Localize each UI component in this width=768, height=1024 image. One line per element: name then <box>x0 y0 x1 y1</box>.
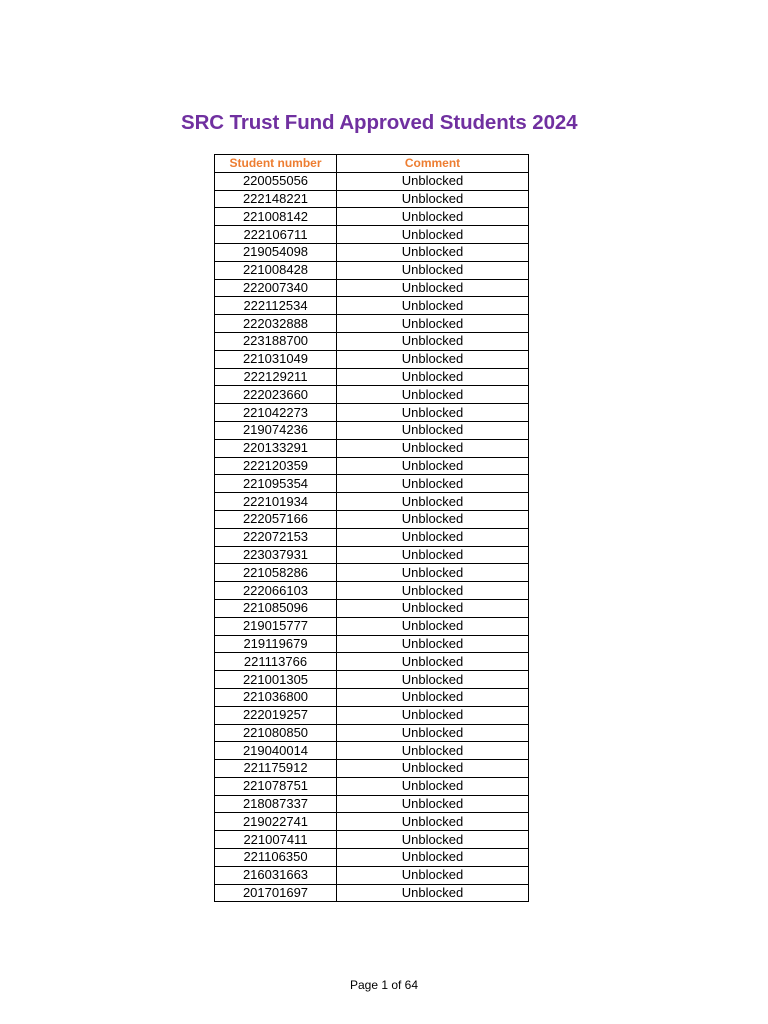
comment-cell: Unblocked <box>337 777 529 795</box>
comment-cell: Unblocked <box>337 332 529 350</box>
table-row <box>215 724 529 742</box>
student-number-cell: 221078751 <box>215 777 337 795</box>
comment-cell: Unblocked <box>337 243 529 261</box>
table-row <box>215 190 529 208</box>
student-number-cell: 221031049 <box>215 350 337 368</box>
comment-cell: Unblocked <box>337 760 529 778</box>
comment-cell: Unblocked <box>337 724 529 742</box>
table-row <box>215 226 529 244</box>
student-number-cell: 218087337 <box>215 795 337 813</box>
student-number-cell: 219040014 <box>215 742 337 760</box>
table-row <box>215 332 529 350</box>
table-row <box>215 635 529 653</box>
comment-cell: Unblocked <box>337 546 529 564</box>
student-number-cell: 219054098 <box>215 243 337 261</box>
student-number-cell: 222019257 <box>215 706 337 724</box>
student-number-cell: 222120359 <box>215 457 337 475</box>
table-row <box>215 368 529 386</box>
student-number-cell: 222106711 <box>215 226 337 244</box>
student-number-cell: 222101934 <box>215 493 337 511</box>
student-number-cell: 223037931 <box>215 546 337 564</box>
comment-cell: Unblocked <box>337 884 529 902</box>
comment-cell: Unblocked <box>337 190 529 208</box>
student-number-cell: 221106350 <box>215 849 337 867</box>
table-row <box>215 688 529 706</box>
student-number-cell: 222148221 <box>215 190 337 208</box>
table-row <box>215 297 529 315</box>
student-number-cell: 221001305 <box>215 671 337 689</box>
comment-cell: Unblocked <box>337 706 529 724</box>
student-number-cell: 221042273 <box>215 404 337 422</box>
student-number-cell: 219022741 <box>215 813 337 831</box>
student-number-cell: 219119679 <box>215 635 337 653</box>
table-row <box>215 457 529 475</box>
table-row <box>215 315 529 333</box>
comment-cell: Unblocked <box>337 297 529 315</box>
table-row <box>215 279 529 297</box>
comment-cell: Unblocked <box>337 564 529 582</box>
table-row <box>215 243 529 261</box>
table-row <box>215 475 529 493</box>
table-row <box>215 350 529 368</box>
comment-cell: Unblocked <box>337 279 529 297</box>
table-row <box>215 884 529 902</box>
student-number-cell: 222112534 <box>215 297 337 315</box>
table-row <box>215 760 529 778</box>
table-row <box>215 261 529 279</box>
student-number-cell: 222023660 <box>215 386 337 404</box>
comment-cell: Unblocked <box>337 457 529 475</box>
student-number-cell: 221085096 <box>215 599 337 617</box>
student-number-cell: 221113766 <box>215 653 337 671</box>
table-row <box>215 582 529 600</box>
student-number-cell: 222032888 <box>215 315 337 333</box>
comment-cell: Unblocked <box>337 493 529 511</box>
student-number-cell: 219015777 <box>215 617 337 635</box>
comment-cell: Unblocked <box>337 671 529 689</box>
comment-cell: Unblocked <box>337 421 529 439</box>
table-row <box>215 404 529 422</box>
table-row <box>215 528 529 546</box>
comment-cell: Unblocked <box>337 831 529 849</box>
comment-cell: Unblocked <box>337 688 529 706</box>
student-number-cell: 222072153 <box>215 528 337 546</box>
comment-cell: Unblocked <box>337 475 529 493</box>
student-number-cell: 221036800 <box>215 688 337 706</box>
comment-cell: Unblocked <box>337 208 529 226</box>
student-number-cell: 221058286 <box>215 564 337 582</box>
table-row <box>215 671 529 689</box>
table-row <box>215 172 529 190</box>
comment-cell: Unblocked <box>337 849 529 867</box>
comment-cell: Unblocked <box>337 742 529 760</box>
comment-cell: Unblocked <box>337 226 529 244</box>
table-row <box>215 386 529 404</box>
table-row <box>215 617 529 635</box>
student-number-cell: 221095354 <box>215 475 337 493</box>
comment-cell: Unblocked <box>337 439 529 457</box>
student-number-cell: 201701697 <box>215 884 337 902</box>
table-body <box>215 172 529 902</box>
page-title: SRC Trust Fund Approved Students 2024 <box>181 111 578 134</box>
student-number-cell: 221007411 <box>215 831 337 849</box>
table-row <box>215 421 529 439</box>
table-row <box>215 813 529 831</box>
comment-cell: Unblocked <box>337 261 529 279</box>
comment-cell: Unblocked <box>337 866 529 884</box>
table-row <box>215 564 529 582</box>
comment-cell: Unblocked <box>337 386 529 404</box>
students-table <box>214 154 529 902</box>
table-row <box>215 866 529 884</box>
student-number-cell: 219074236 <box>215 421 337 439</box>
comment-cell: Unblocked <box>337 635 529 653</box>
student-number-cell: 222007340 <box>215 279 337 297</box>
table-row <box>215 849 529 867</box>
table-row <box>215 795 529 813</box>
table-row <box>215 439 529 457</box>
table-row <box>215 599 529 617</box>
student-number-cell: 220133291 <box>215 439 337 457</box>
comment-cell: Unblocked <box>337 510 529 528</box>
comment-cell: Unblocked <box>337 368 529 386</box>
comment-cell: Unblocked <box>337 795 529 813</box>
table-row <box>215 493 529 511</box>
header-student-number: Student number <box>215 155 337 173</box>
table-header-row <box>215 155 529 173</box>
page-footer: Page 1 of 64 <box>349 978 419 992</box>
student-number-cell: 221008428 <box>215 261 337 279</box>
comment-cell: Unblocked <box>337 599 529 617</box>
student-number-cell: 216031663 <box>215 866 337 884</box>
student-number-cell: 221008142 <box>215 208 337 226</box>
comment-cell: Unblocked <box>337 528 529 546</box>
table-row <box>215 742 529 760</box>
comment-cell: Unblocked <box>337 582 529 600</box>
comment-cell: Unblocked <box>337 404 529 422</box>
comment-cell: Unblocked <box>337 350 529 368</box>
table-row <box>215 510 529 528</box>
student-number-cell: 222057166 <box>215 510 337 528</box>
table-row <box>215 706 529 724</box>
comment-cell: Unblocked <box>337 653 529 671</box>
table-row <box>215 208 529 226</box>
header-comment: Comment <box>337 155 529 173</box>
table-row <box>215 653 529 671</box>
table-row <box>215 831 529 849</box>
student-number-cell: 221080850 <box>215 724 337 742</box>
student-number-cell: 222129211 <box>215 368 337 386</box>
comment-cell: Unblocked <box>337 172 529 190</box>
comment-cell: Unblocked <box>337 315 529 333</box>
student-number-cell: 220055056 <box>215 172 337 190</box>
student-number-cell: 221175912 <box>215 760 337 778</box>
comment-cell: Unblocked <box>337 617 529 635</box>
student-number-cell: 223188700 <box>215 332 337 350</box>
student-number-cell: 222066103 <box>215 582 337 600</box>
table-row <box>215 777 529 795</box>
comment-cell: Unblocked <box>337 813 529 831</box>
table-row <box>215 546 529 564</box>
